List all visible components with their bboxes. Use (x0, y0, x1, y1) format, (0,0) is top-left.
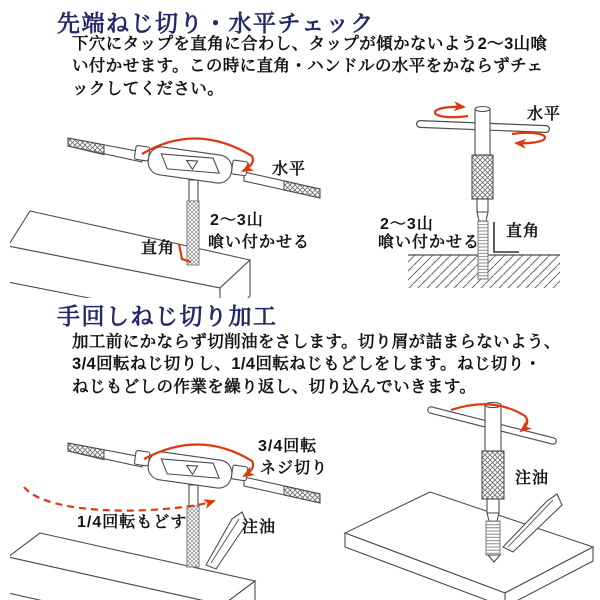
tap (486, 521, 500, 562)
label-oil: 注油 (242, 519, 277, 536)
label-bite-2: 喰い付かせる (208, 234, 311, 251)
body-line: 下穴にタップを直角に合わし、タップが傾かないよう2〜3山喰 (72, 35, 548, 53)
oil-can-spout (206, 512, 247, 569)
wrench-body (472, 107, 493, 222)
wrench-body (482, 402, 504, 521)
diagram-bar-tap-wrench-cutting (10, 415, 330, 600)
section2-heading: 手回しねじ切り加工 (57, 303, 278, 329)
section1-heading: 先端ねじ切り・水平チェック (57, 10, 375, 36)
tap (187, 485, 199, 567)
diagram-t-tap-wrench-level-check (350, 95, 595, 293)
section1-body (72, 33, 547, 100)
rotation-arrow-icon (435, 107, 468, 117)
label-cut-2: ネジ切り (260, 460, 329, 477)
section2-body (72, 331, 561, 398)
label-bite-2: 喰い付かせる (378, 234, 481, 251)
label-oil: 注油 (515, 470, 550, 487)
label-bite-1: 2〜3山 (380, 216, 434, 233)
tap (187, 180, 199, 265)
body-line: ックしてください。 (72, 79, 225, 98)
body-line: 3/4回転ねじ切りし、1/4回転ねじもどしをします。ねじ切り・ (72, 355, 542, 374)
label-cut-1: 3/4回転 (258, 438, 318, 455)
label-horizontal: 水平 (272, 161, 307, 178)
label-bite-1: 2〜3山 (210, 212, 264, 229)
diagram-t-tap-wrench-oiling (335, 395, 600, 600)
label-right-angle: 直角 (506, 223, 541, 240)
body-line: 加工前にかならず切削油をさします。切り屑が詰まらないよう、 (72, 333, 561, 351)
rotation-arrow-icon (512, 133, 545, 143)
body-line: ねじもどしの作業を繰り返し、切り込んでいきます。 (72, 377, 477, 396)
label-quarter-back: 1/4回転もどす (77, 514, 188, 531)
label-horizontal: 水平 (527, 106, 562, 123)
body-line: い付かせます。この時に直角・ハンドルの水平をかならずチェ (72, 57, 544, 76)
rotation-arrow-back-icon (24, 487, 214, 511)
label-right-angle: 直角 (141, 240, 176, 257)
diagram-bar-tap-wrench-level-check (10, 110, 330, 298)
